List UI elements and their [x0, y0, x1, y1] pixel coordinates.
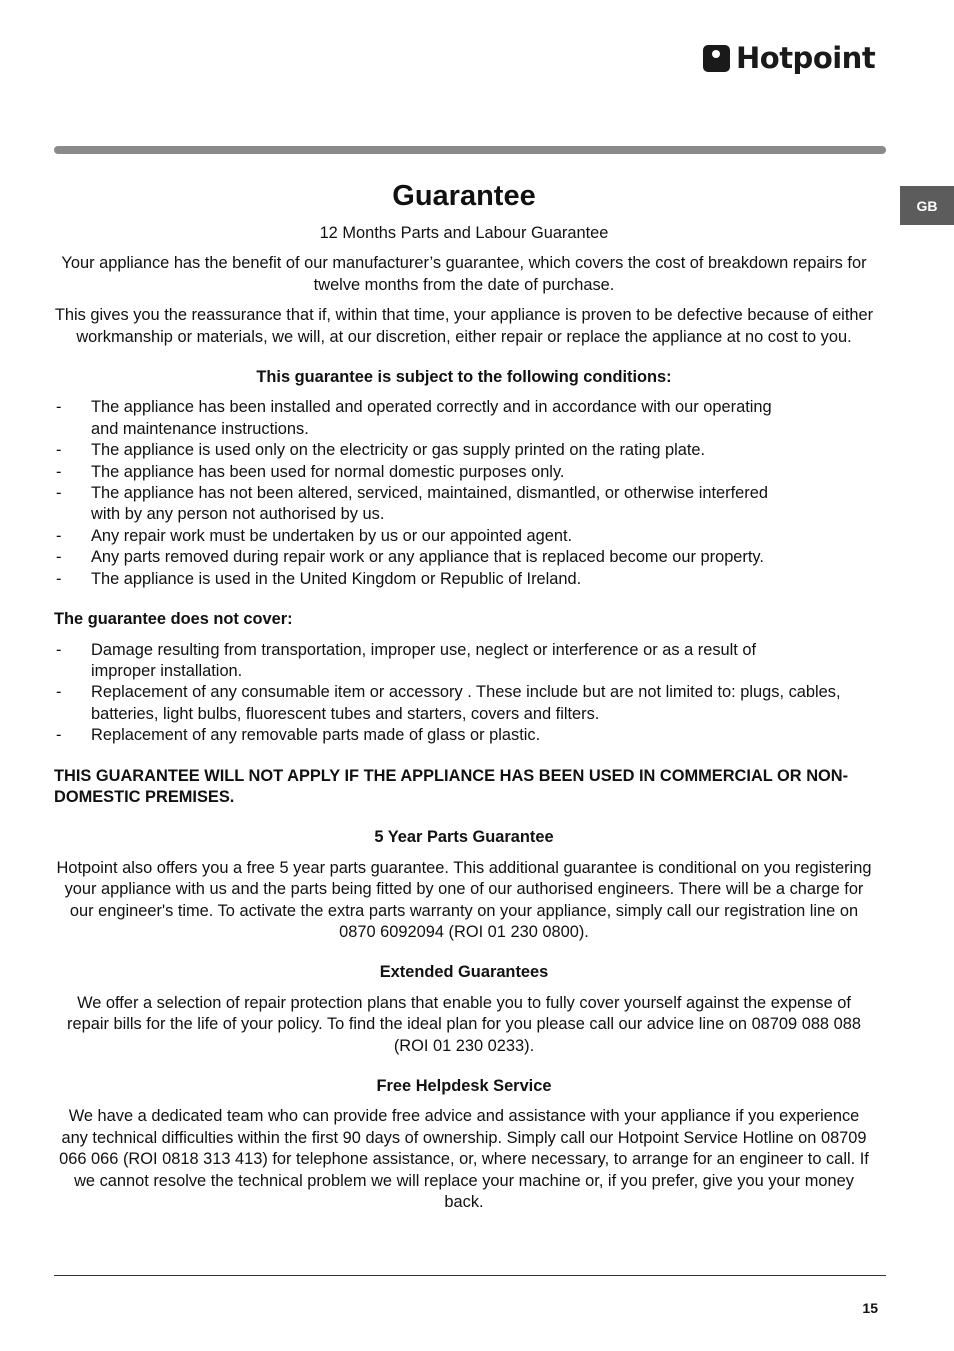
exclusions-heading: The guarantee does not cover:: [54, 610, 293, 629]
list-item: - The appliance has been used for normal domestic purposes only.: [54, 462, 874, 483]
brand-name: Hotpoint: [736, 40, 876, 75]
helpdesk-heading: Free Helpdesk Service: [376, 1077, 552, 1095]
subtitle: 12 Months Parts and Labour Guarantee: [319, 224, 609, 242]
exclusions-list: [54, 640, 874, 747]
header-divider: [54, 146, 886, 154]
extended-heading: Extended Guarantees: [379, 963, 549, 982]
five-year-text: Hotpoint also offers you a free 5 year parts guarantee. This additional guarantee is conditional on you registering your appliance with us and the parts being fitted by one of our authorised engineers. There will be a charge for our engineer's time. To activate the extra parts warranty on your appliance, simply call our registration line on 0870 6092094 (ROI 01 230 0800).: [56, 858, 872, 941]
list-item: - The appliance has been installed and operated correctly and in accordance with our operating and maintenance instructions.: [54, 397, 791, 440]
language-tab: GB: [900, 186, 954, 225]
list-item: - Replacement of any consumable item or accessory . These include but are not limited to: plugs, cables, batteries, light bulbs, fluorescent tubes and starters, covers and filters.: [54, 682, 874, 725]
intro-paragraph-1: Your appliance has the benefit of our manufacturer’s guarantee, which covers the cost of breakdown repairs for twelve months from the date of purchase.: [61, 254, 867, 294]
conditions-list: [54, 397, 874, 590]
hotpoint-logo-icon: [703, 45, 730, 72]
five-year-heading: 5 Year Parts Guarantee: [374, 828, 554, 847]
page-number: 15: [862, 1300, 878, 1316]
helpdesk-text: We have a dedicated team who can provide free advice and assistance with your appliance if you experience any technical difficulties within the first 90 days of ownership. Simply call our Hotpoint Service Hotline on 08709 066 066 (ROI 0818 313 413) for telephone assistance, or, where necessary, to arrange for an engineer to call. If we cannot resolve the technical problem we will replace your machine or, if you prefer, give you your money back.: [59, 1107, 869, 1212]
list-item: - The appliance is used in the United Kingdom or Republic of Ireland.: [54, 569, 874, 590]
list-item: - Replacement of any removable parts made of glass or plastic.: [54, 725, 874, 746]
list-item: - Damage resulting from transportation, improper use, neglect or interference or as a result of improper installation.: [54, 640, 791, 683]
list-item: - The appliance has not been altered, serviced, maintained, dismantled, or otherwise interfered with by any person not authorised by us.: [54, 483, 791, 526]
intro-paragraph-2: This gives you the reassurance that if, within that time, your appliance is proven to be defective because of either workmanship or materials, we will, at our discretion, either repair or replace the appliance at no cost to you.: [54, 306, 874, 346]
list-item: - The appliance is used only on the electricity or gas supply printed on the rating plate.: [54, 440, 874, 461]
brand-logo: [703, 38, 889, 78]
commercial-use-warning: THIS GUARANTEE WILL NOT APPLY IF THE APPLIANCE HAS BEEN USED IN COMMERCIAL OR NON-DOMESTIC PREMISES.: [54, 766, 849, 806]
conditions-heading: This guarantee is subject to the following conditions:: [256, 368, 672, 387]
list-item: - Any parts removed during repair work or any appliance that is replaced become our property.: [54, 547, 874, 568]
extended-text: We offer a selection of repair protection plans that enable you to fully cover yourself against the expense of repair bills for the life of your policy. To find the ideal plan for you please call our advice line on 08709 088 088 (ROI 01 230 0233).: [67, 993, 861, 1055]
page-title: Guarantee: [392, 180, 536, 212]
page-content: [54, 176, 874, 1213]
footer-divider: [54, 1275, 886, 1276]
list-item: - Any repair work must be undertaken by us or our appointed agent.: [54, 526, 874, 547]
